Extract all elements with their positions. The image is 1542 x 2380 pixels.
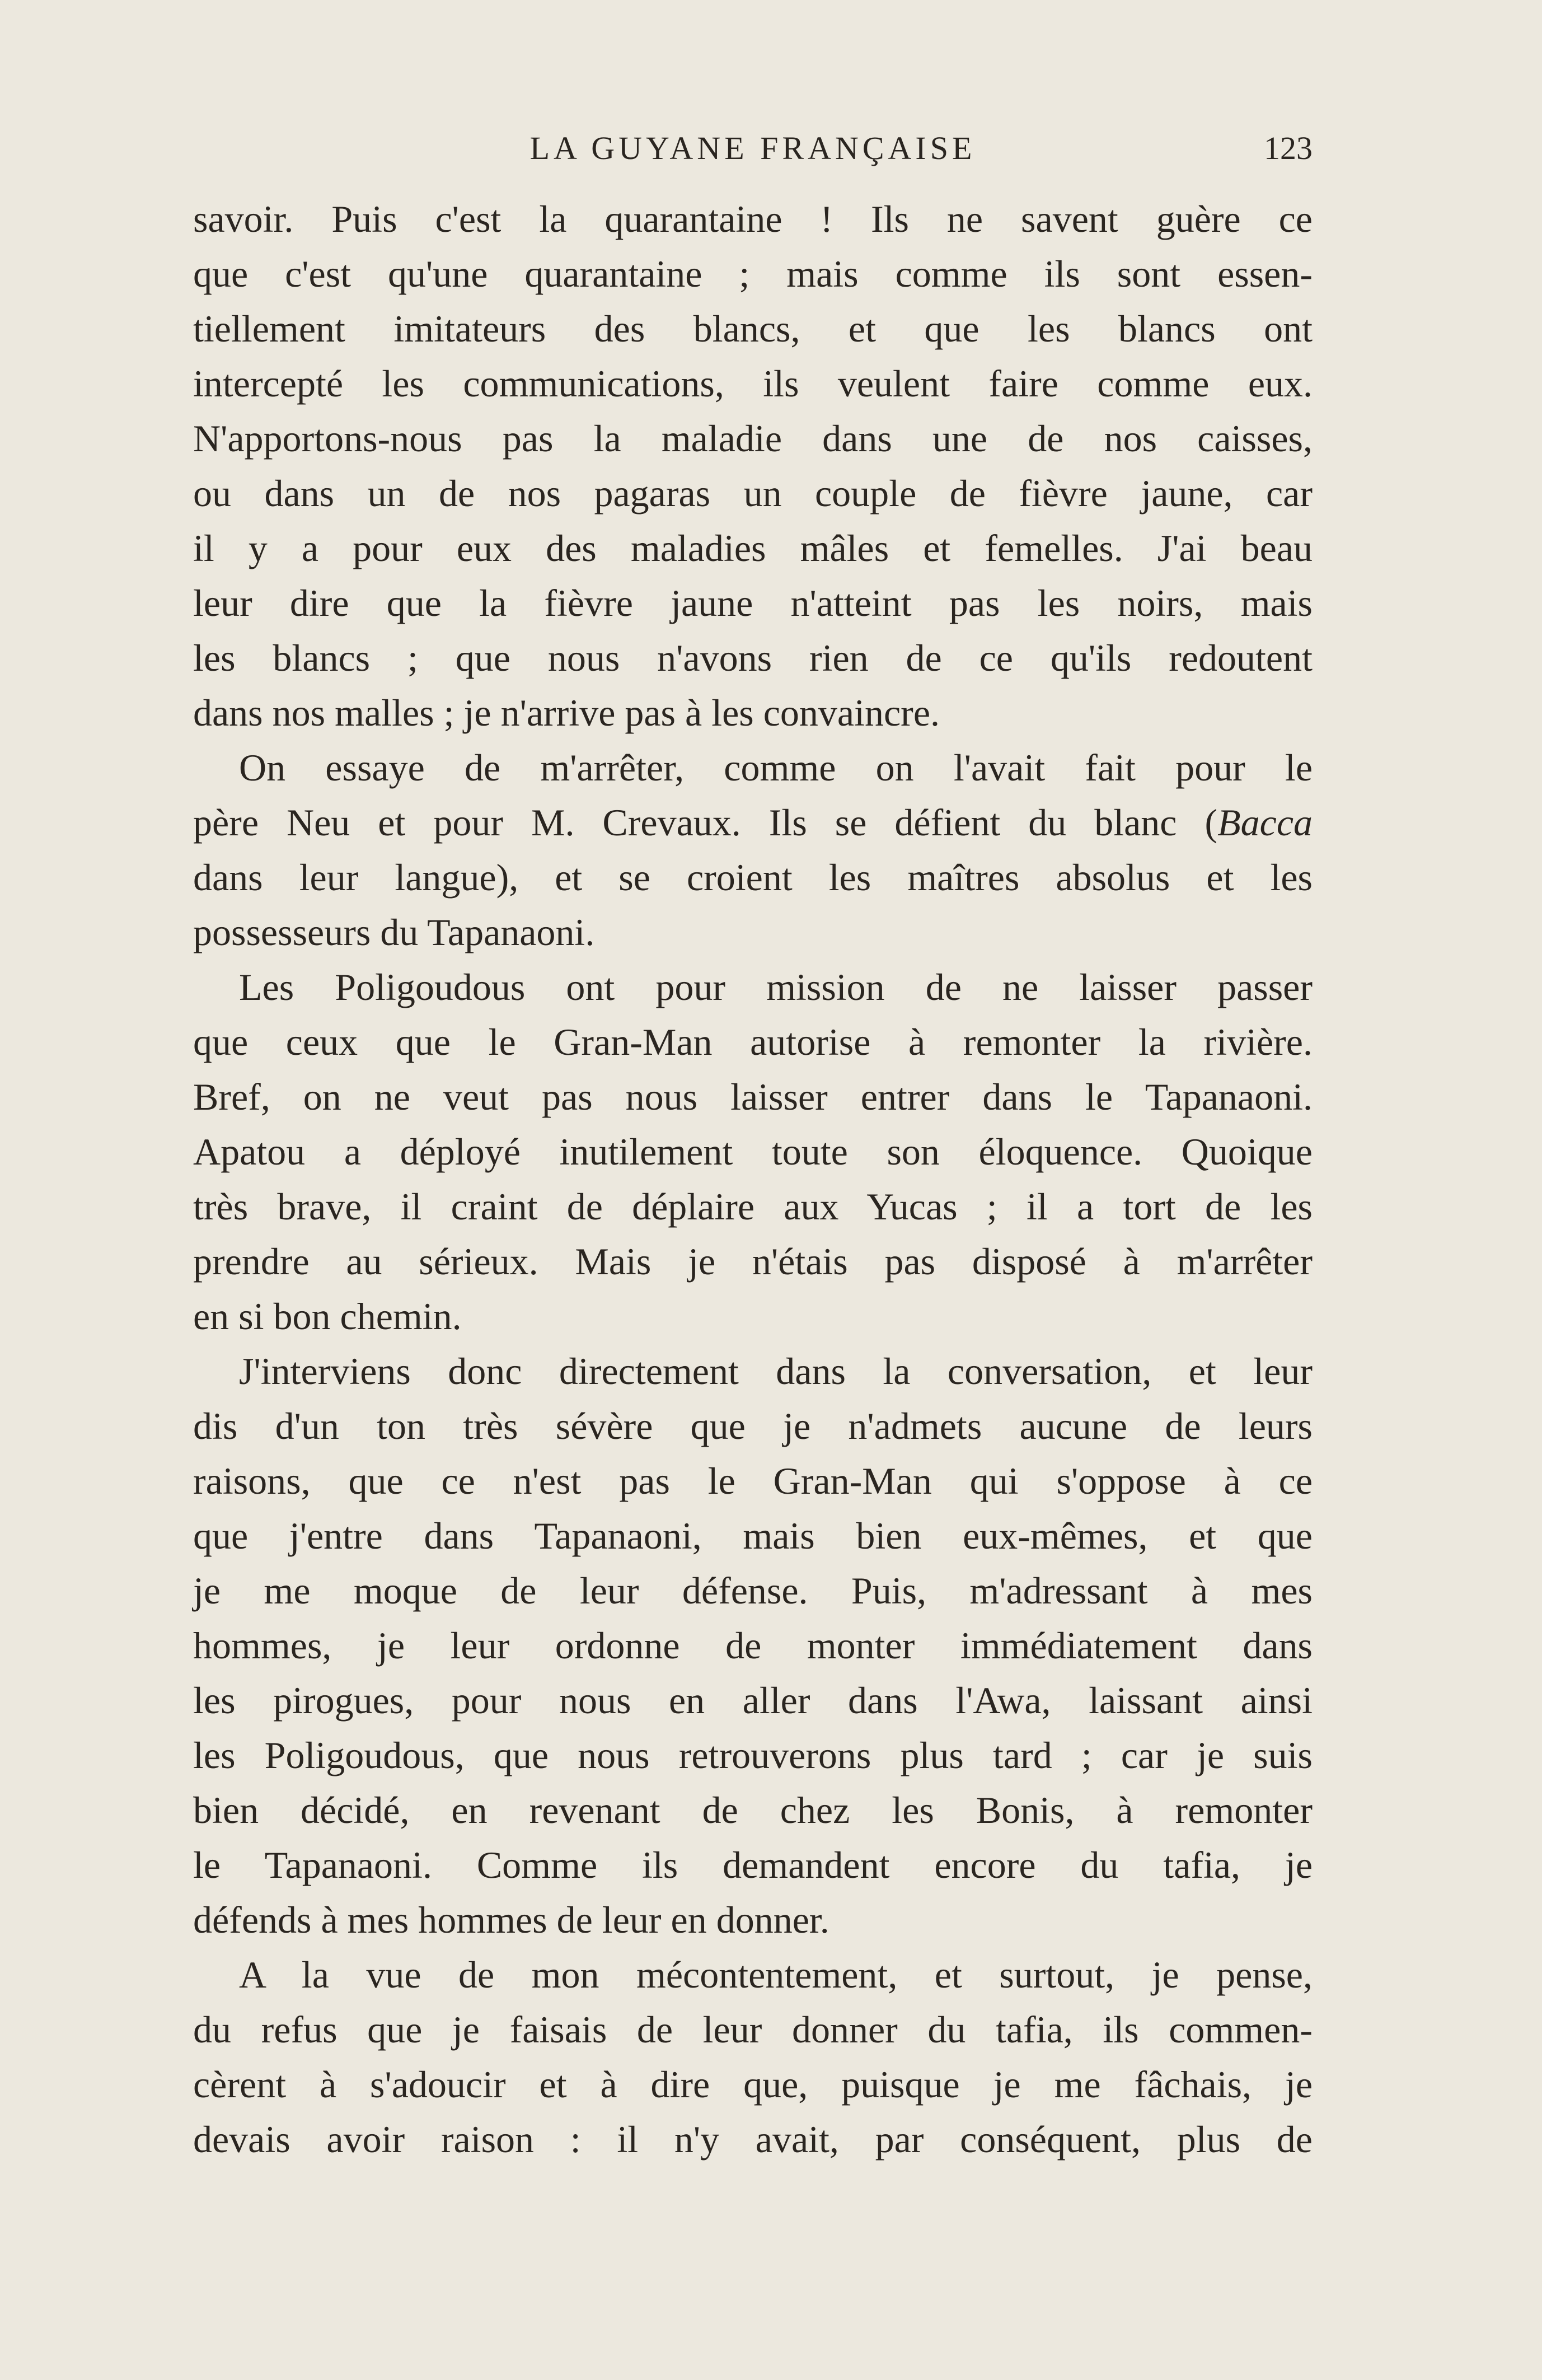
paragraph-start-line: Les Poligoudous ont pour mission de ne laisser passer bbox=[239, 966, 1313, 1008]
text-line: défends à mes hommes de leur en donner. bbox=[193, 1899, 829, 1941]
text-line: les blancs ; que nous n'avons rien de ce qu'ils redoutent bbox=[193, 637, 1313, 679]
text-line: les pirogues, pour nous en aller dans l'Awa, laissant ainsi bbox=[193, 1679, 1313, 1722]
text-line: ou dans un de nos pagaras un couple de fièvre jaune, car bbox=[193, 472, 1313, 515]
paragraph-start-line: A la vue de mon mécontentement, et surtout, je pense, bbox=[239, 1953, 1313, 1996]
text-line: dans nos malles ; je n'arrive pas à les convaincre. bbox=[193, 691, 940, 734]
text-line: tiellement imitateurs des blancs, et que les blancs ont bbox=[193, 307, 1313, 350]
running-title: LA GUYANE FRANÇAISE bbox=[529, 130, 976, 166]
text-line: Bref, on ne veut pas nous laisser entrer dans le Tapanaoni. bbox=[193, 1076, 1313, 1118]
text-line: dis d'un ton très sévère que je n'admets aucune de leurs bbox=[193, 1405, 1313, 1447]
text-line: père Neu et pour M. Crevaux. Ils se défient du blanc (Bacca bbox=[193, 801, 1313, 844]
text-line: que c'est qu'une quarantaine ; mais comme ils sont essen- bbox=[193, 253, 1313, 295]
text-line: N'apportons-nous pas la maladie dans une de nos caisses, bbox=[193, 417, 1313, 460]
paragraph-start-line: On essaye de m'arrêter, comme on l'avait fait pour le bbox=[239, 746, 1313, 789]
text-line: possesseurs du Tapanaoni. bbox=[193, 911, 595, 953]
text-line: leur dire que la fièvre jaune n'atteint pas les noirs, mais bbox=[193, 582, 1313, 624]
text-line: le Tapanaoni. Comme ils demandent encore du tafia, je bbox=[193, 1844, 1313, 1886]
text-line: les Poligoudous, que nous retrouverons plus tard ; car je suis bbox=[193, 1734, 1313, 1776]
text-line: il y a pour eux des maladies mâles et femelles. J'ai beau bbox=[193, 527, 1313, 569]
text-line: que ceux que le Gran-Man autorise à remonter la rivière. bbox=[193, 1021, 1313, 1063]
text-line: cèrent à s'adoucir et à dire que, puisque je me fâchais, je bbox=[193, 2063, 1313, 2106]
page-number: 123 bbox=[1264, 130, 1313, 166]
text-line: hommes, je leur ordonne de monter immédiatement dans bbox=[193, 1624, 1313, 1667]
text-line: du refus que je faisais de leur donner du tafia, ils commen- bbox=[193, 2008, 1313, 2051]
italic-word: Bacca bbox=[1217, 801, 1313, 844]
running-head bbox=[193, 126, 1313, 171]
text-line: que j'entre dans Tapanaoni, mais bien eux-mêmes, et que bbox=[193, 1514, 1313, 1557]
text-line: raisons, que ce n'est pas le Gran-Man qui s'oppose à ce bbox=[193, 1460, 1313, 1502]
text-line: prendre au sérieux. Mais je n'étais pas disposé à m'arrêter bbox=[193, 1240, 1313, 1283]
text-line: devais avoir raison : il n'y avait, par conséquent, plus de bbox=[193, 2118, 1313, 2161]
text-line: intercepté les communications, ils veulent faire comme eux. bbox=[193, 362, 1313, 405]
text-line: en si bon chemin. bbox=[193, 1295, 462, 1338]
text-line: très brave, il craint de déplaire aux Yucas ; il a tort de les bbox=[193, 1185, 1313, 1228]
text-line: savoir. Puis c'est la quarantaine ! Ils ne savent guère ce bbox=[193, 198, 1313, 240]
paragraph-start-line: J'interviens donc directement dans la conversation, et leur bbox=[239, 1350, 1313, 1392]
text-line: Apatou a déployé inutilement toute son éloquence. Quoique bbox=[193, 1130, 1313, 1173]
text-line: bien décidé, en revenant de chez les Bonis, à remonter bbox=[193, 1789, 1313, 1831]
text-line: dans leur langue), et se croient les maîtres absolus et les bbox=[193, 856, 1313, 899]
text-line: je me moque de leur défense. Puis, m'adressant à mes bbox=[193, 1569, 1313, 1612]
body-text bbox=[193, 191, 1313, 2167]
